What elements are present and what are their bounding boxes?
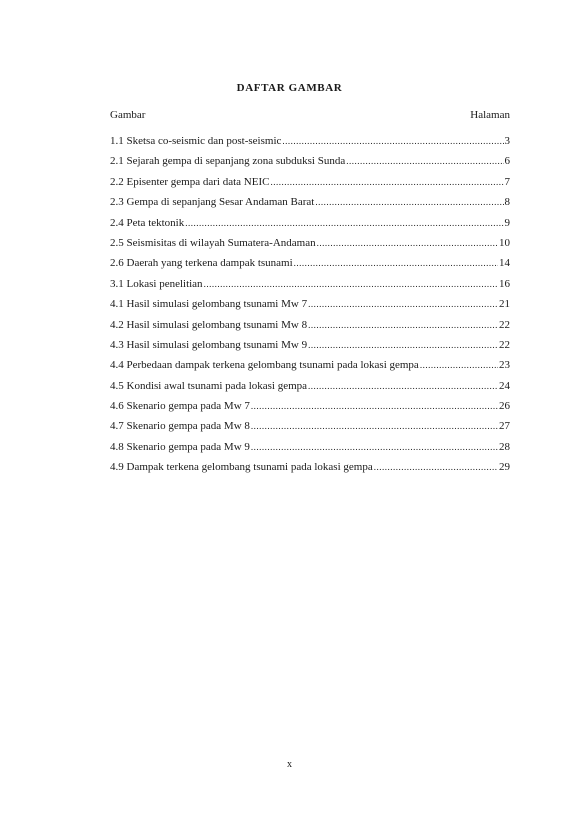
dot-leader (282, 134, 503, 148)
entry-label: 4.7 Skenario gempa pada Mw 8 (110, 420, 250, 433)
dot-leader (308, 318, 498, 332)
entry-page-number: 14 (499, 257, 510, 270)
entry-page-number: 21 (499, 298, 510, 311)
list-item (110, 460, 510, 480)
list-item (110, 256, 510, 276)
dot-leader (374, 460, 498, 474)
entry-page-number: 29 (499, 461, 510, 474)
list-item (110, 134, 510, 154)
entry-page-number: 23 (499, 359, 510, 372)
entry-page-number: 9 (504, 216, 510, 229)
list-item (110, 236, 510, 256)
entry-page-number: 16 (499, 277, 510, 290)
entry-label: 2.2 Episenter gempa dari data NEIC (110, 175, 270, 188)
list-item (110, 440, 510, 460)
entry-label: 4.3 Hasil simulasi gelombang tsunami Mw 9 (110, 338, 308, 351)
entry-page-number: 26 (499, 400, 510, 413)
column-header-row (110, 109, 510, 121)
entry-page-number: 10 (499, 236, 510, 249)
entry-page-number: 24 (499, 379, 510, 392)
dot-leader (420, 358, 498, 372)
list-item (110, 318, 510, 338)
list-item (110, 419, 510, 439)
entry-label: 2.4 Peta tektonik (110, 216, 185, 229)
entry-label: 4.2 Hasil simulasi gelombang tsunami Mw 8 (110, 318, 308, 331)
list-item (110, 358, 510, 378)
dot-leader (294, 256, 498, 270)
entry-label: 4.1 Hasil simulasi gelombang tsunami Mw 7 (110, 298, 308, 311)
entry-label: 1.1 Sketsa co-seismic dan post-seismic (110, 135, 282, 147)
dot-leader (251, 419, 498, 433)
list-item (110, 195, 510, 215)
entry-label: 2.5 Seismisitas di wilayah Sumatera-Andaman (110, 236, 316, 249)
figure-list (110, 134, 510, 481)
entry-page-number: 27 (499, 420, 510, 433)
list-item (110, 338, 510, 358)
dot-leader (270, 175, 503, 189)
entry-page-number: 3 (504, 135, 510, 147)
entry-page-number: 28 (499, 440, 510, 453)
dot-leader (251, 399, 498, 413)
dot-leader (308, 338, 498, 352)
column-header-figure: Gambar (110, 109, 146, 121)
entry-label: 2.3 Gempa di sepanjang Sesar Andaman Barat (110, 196, 315, 209)
entry-label: 3.1 Lokasi penelitian (110, 277, 203, 290)
dot-leader (185, 216, 503, 230)
dot-leader (204, 277, 498, 291)
dot-leader (315, 195, 503, 209)
entry-page-number: 22 (499, 318, 510, 331)
list-item (110, 399, 510, 419)
dot-leader (317, 236, 498, 250)
entry-page-number: 6 (504, 155, 510, 168)
dot-leader (346, 154, 503, 168)
list-item (110, 175, 510, 195)
entry-label: 4.4 Perbedaan dampak terkena gelombang tsunami pada lokasi gempa (110, 359, 419, 372)
page-number: x (287, 759, 292, 770)
entry-label: 2.6 Daerah yang terkena dampak tsunami (110, 257, 293, 270)
list-item (110, 379, 510, 399)
dot-leader (308, 379, 498, 393)
list-item (110, 216, 510, 236)
dot-leader (308, 297, 498, 311)
entry-label: 4.9 Dampak terkena gelombang tsunami pada lokasi gempa (110, 461, 373, 474)
column-header-page: Halaman (470, 109, 510, 121)
page-title: DAFTAR GAMBAR (236, 82, 343, 94)
entry-page-number: 22 (499, 338, 510, 351)
list-item (110, 154, 510, 174)
dot-leader (251, 440, 498, 454)
entry-label: 4.8 Skenario gempa pada Mw 9 (110, 440, 250, 453)
list-item (110, 297, 510, 317)
entry-page-number: 7 (504, 175, 510, 188)
entry-label: 4.5 Kondisi awal tsunami pada lokasi gempa (110, 379, 308, 392)
entry-label: 4.6 Skenario gempa pada Mw 7 (110, 400, 250, 413)
entry-page-number: 8 (504, 196, 510, 209)
list-item (110, 277, 510, 297)
entry-label: 2.1 Sejarah gempa di sepanjang zona subduksi Sunda (110, 155, 346, 168)
